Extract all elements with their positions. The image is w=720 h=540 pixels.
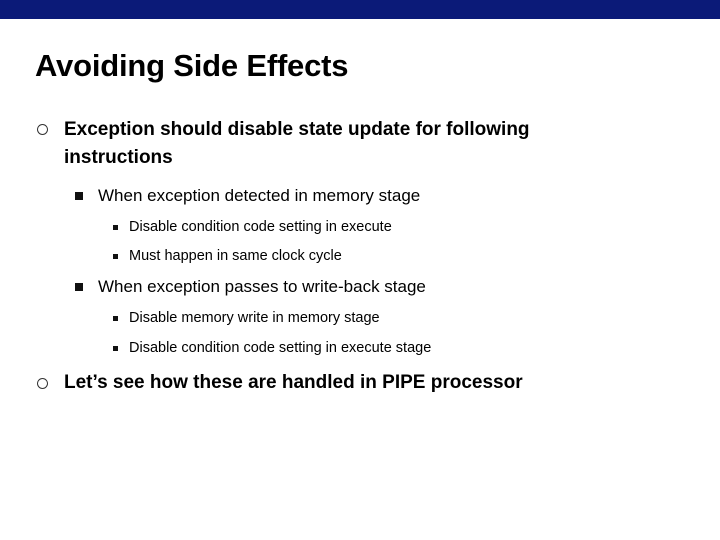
bullet-exception-disable: Exception should disable state update for following instructions	[64, 119, 530, 168]
sub-sub-bullet-disable-memory-write: Disable memory write in memory stage	[129, 310, 380, 326]
sub-bullet-detected-memory: When exception detected in memory stage	[98, 186, 421, 205]
bullet-pipe-processor: Let’s see how these are handled in PIPE processor	[64, 372, 523, 393]
sub-sub-bullet-disable-cc: Disable condition code setting in execute	[129, 219, 392, 235]
sub-sub-bullet-same-cycle: Must happen in same clock cycle	[129, 248, 342, 264]
small-square-bullet-icon	[113, 346, 118, 351]
sub-sub-bullet-disable-cc-stage: Disable condition code setting in execute stage	[129, 340, 432, 356]
small-square-bullet-icon	[113, 254, 118, 259]
square-bullet-icon	[75, 283, 83, 291]
small-square-bullet-icon	[113, 316, 118, 321]
small-square-bullet-icon	[113, 225, 118, 230]
slide-title: Avoiding Side Effects	[35, 48, 349, 83]
square-bullet-icon	[75, 192, 83, 200]
header-bar	[0, 0, 720, 19]
sub-bullet-write-back: When exception passes to write-back stage	[98, 277, 426, 296]
hollow-circle-icon	[37, 378, 48, 389]
hollow-circle-icon	[37, 124, 48, 135]
